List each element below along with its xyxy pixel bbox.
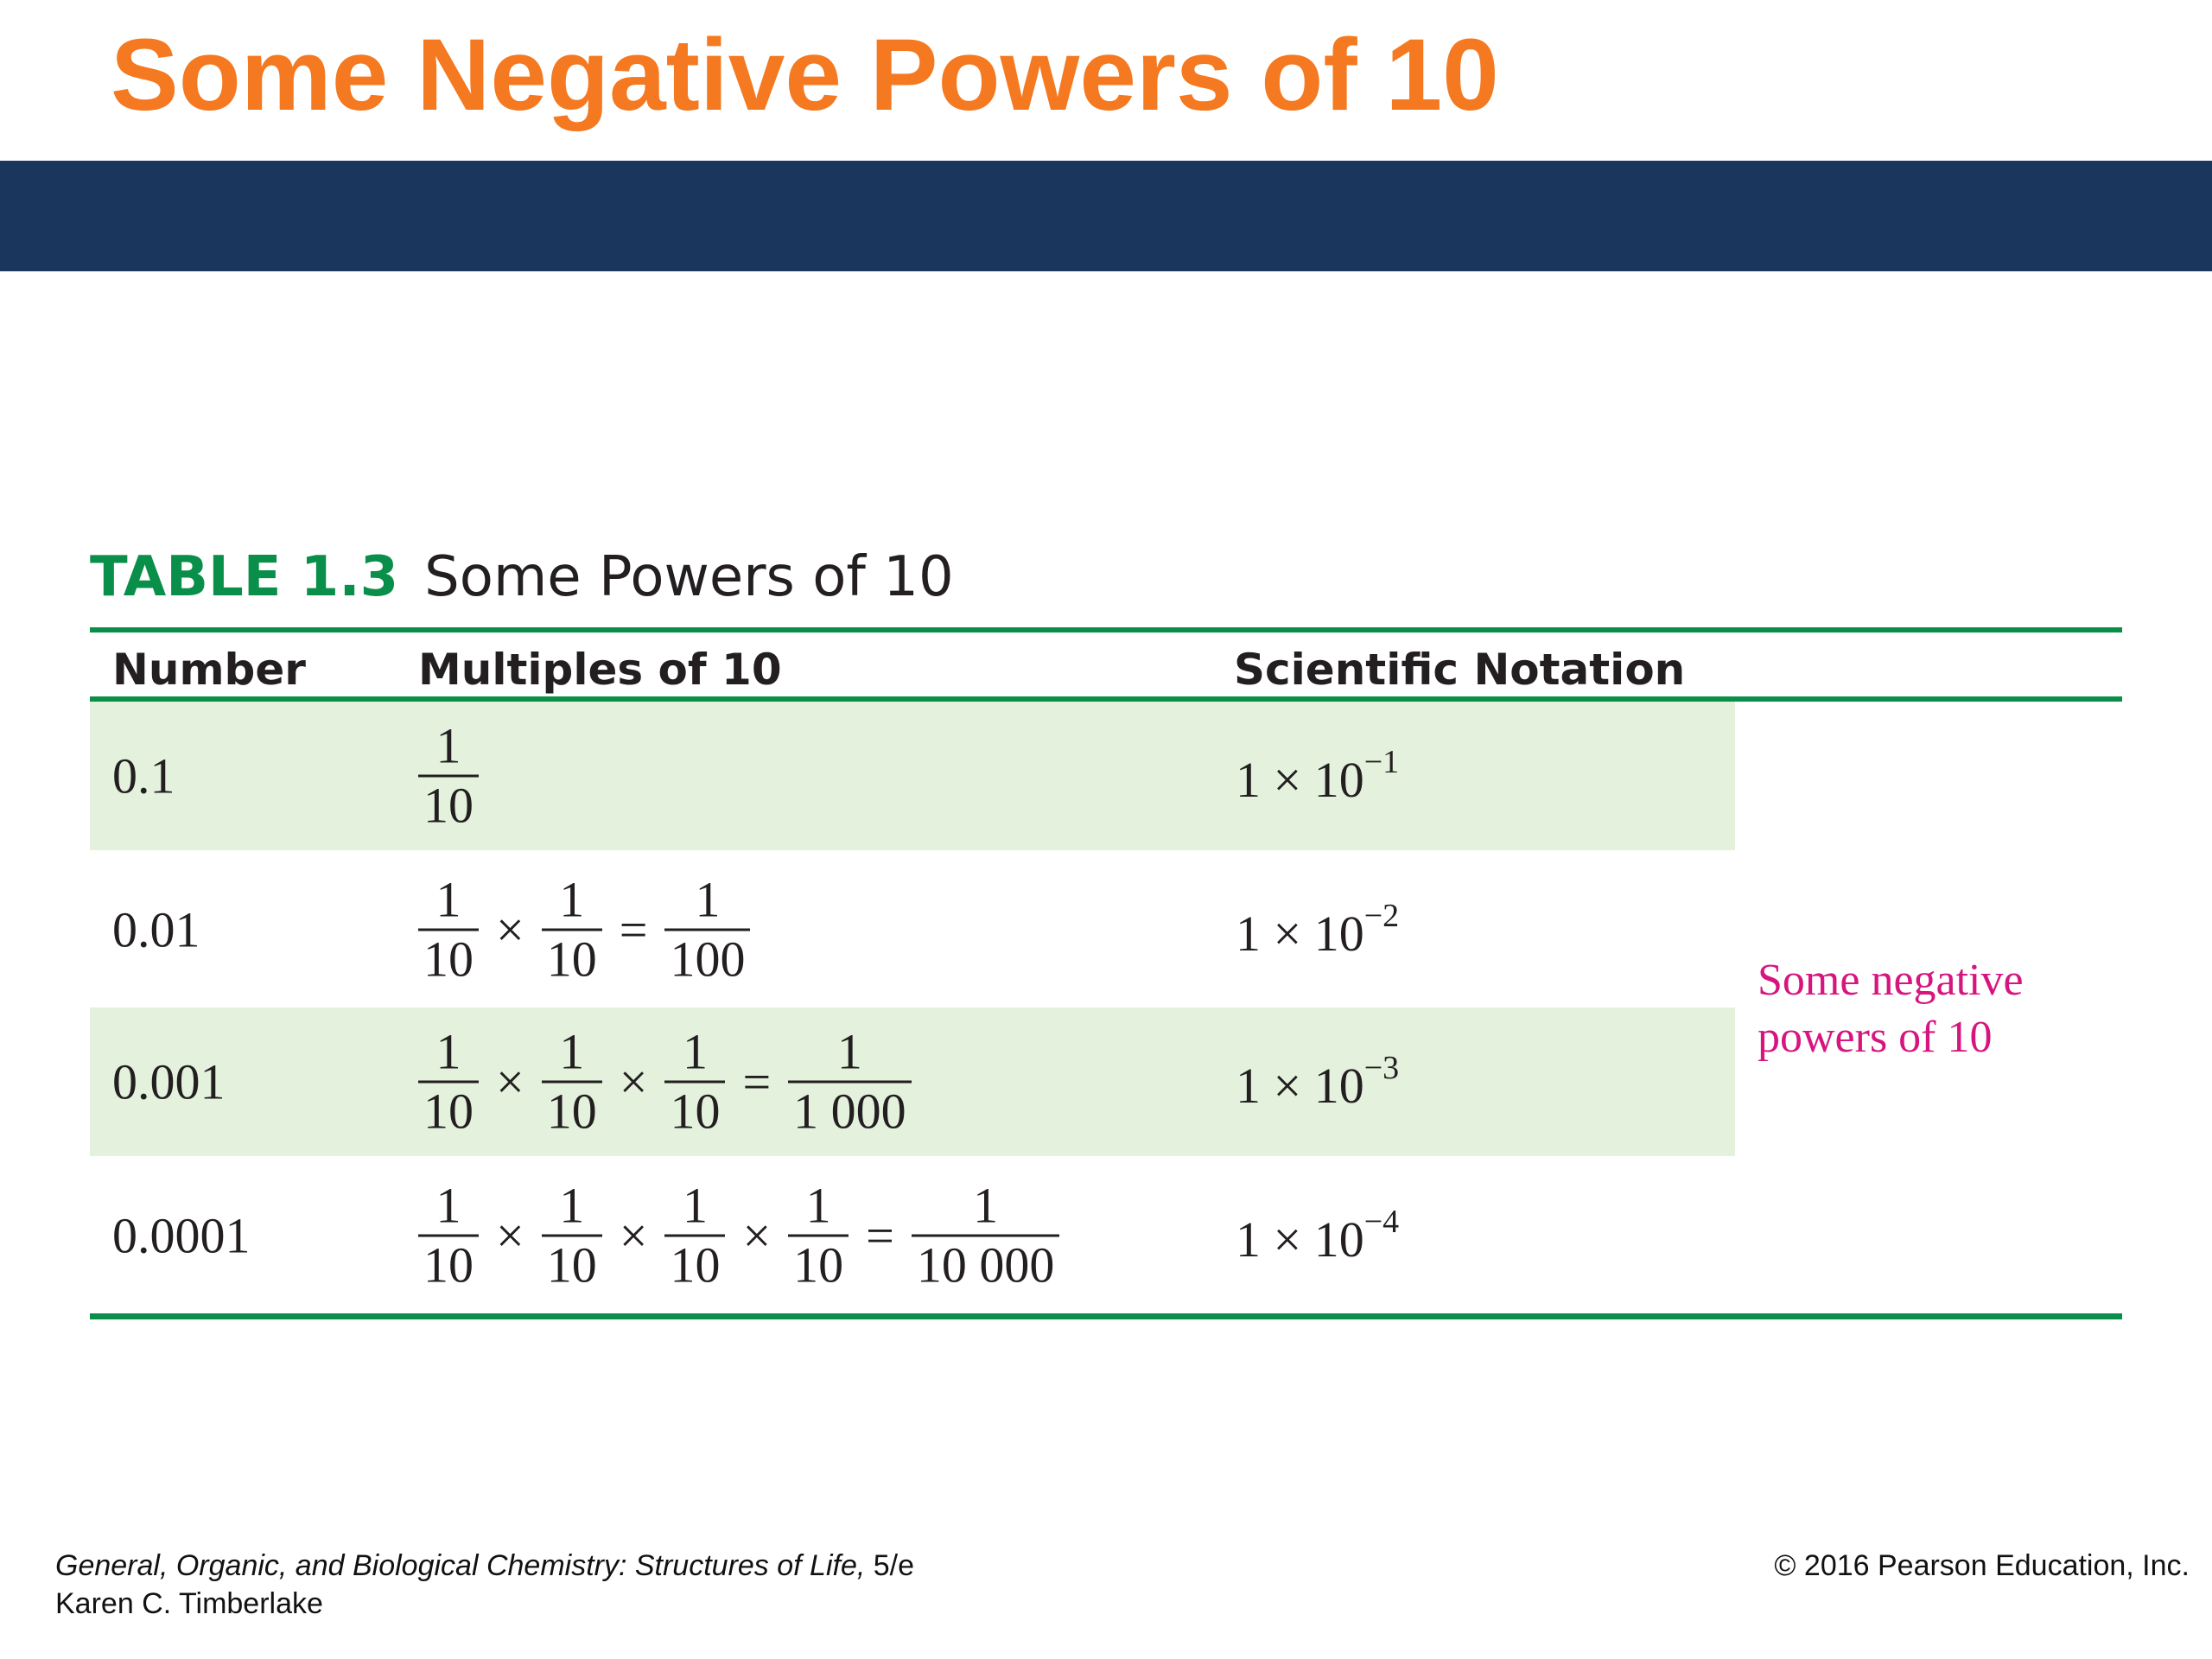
footer-book-title: General, Organic, and Biological Chemistry: Structures of Life, [55, 1549, 866, 1582]
annotation-negative-powers [1758, 952, 2103, 1066]
table-tag: TABLE 1.3 [90, 545, 399, 609]
fraction: $\frac{1}{10}$ [664, 1024, 725, 1141]
fraction: $\frac{1}{10}$ [542, 1024, 602, 1141]
header-number: Number [112, 645, 306, 695]
footer-edition: 5/e [873, 1549, 915, 1582]
fraction: $\frac{1}{10}$ [788, 1178, 849, 1294]
row-scientific: $1 \times 10^{-4}$ [1236, 1204, 1400, 1268]
times-sign: × [496, 901, 524, 958]
row-multiples [418, 1178, 1059, 1294]
table-row [90, 1161, 1735, 1310]
row-multiples [418, 718, 479, 835]
table-caption [90, 543, 954, 612]
times-sign: × [619, 1207, 648, 1264]
row-number: 0.001 [112, 1053, 226, 1110]
fraction-result: $\frac{1}{100}$ [664, 872, 750, 988]
table-caption-text: Some Powers of 10 [424, 545, 954, 609]
fraction-result: $\frac{1}{10 000}$ [912, 1178, 1060, 1294]
footer-author: Karen C. Timberlake [55, 1587, 323, 1620]
row-multiples [418, 1024, 912, 1141]
times-sign: × [619, 1053, 648, 1110]
annotation-line: Some negative [1758, 956, 2024, 1005]
table-row [90, 1007, 1735, 1156]
row-scientific: $1 \times 10^{-2}$ [1236, 898, 1400, 962]
row-scientific: $1 \times 10^{-3}$ [1236, 1050, 1400, 1114]
table-bottom-rule [90, 1313, 2122, 1319]
fraction: $\frac{1}{10}$ [542, 872, 602, 988]
times-sign: × [496, 1053, 524, 1110]
table-row [90, 702, 1735, 850]
row-number: 0.01 [112, 901, 200, 958]
equals-sign: = [866, 1207, 894, 1264]
table-row [90, 855, 1735, 1004]
row-scientific: $1 \times 10^{-1}$ [1236, 744, 1400, 808]
header-bar [0, 161, 2212, 271]
fraction: $\frac{1}{10}$ [664, 1178, 725, 1294]
header-multiples: Multiples of 10 [418, 645, 782, 695]
equals-sign: = [742, 1053, 772, 1110]
annotation-line: powers of 10 [1758, 1013, 1993, 1062]
fraction: $\frac{1}{10}$ [418, 1178, 479, 1294]
footer-copyright: © 2016 Pearson Education, Inc. [1774, 1549, 2190, 1582]
times-sign: × [496, 1207, 524, 1264]
header-scientific: Scientific Notation [1234, 645, 1686, 695]
fraction: $\frac{1}{10}$ [418, 872, 479, 988]
fraction: $\frac{1}{10}$ [418, 718, 479, 835]
fraction: $\frac{1}{10}$ [418, 1024, 479, 1141]
fraction: $\frac{1}{10}$ [542, 1178, 602, 1294]
row-number: 0.1 [112, 747, 175, 804]
fraction-result: $\frac{1}{1 000}$ [788, 1024, 912, 1141]
footer-citation [55, 1547, 914, 1623]
times-sign: × [742, 1207, 772, 1264]
equals-sign: = [619, 901, 648, 958]
row-number: 0.0001 [112, 1207, 251, 1264]
table-top-rule [90, 627, 2122, 632]
slide-title: Some Negative Powers of 10 [111, 18, 1499, 132]
row-multiples [418, 872, 750, 988]
